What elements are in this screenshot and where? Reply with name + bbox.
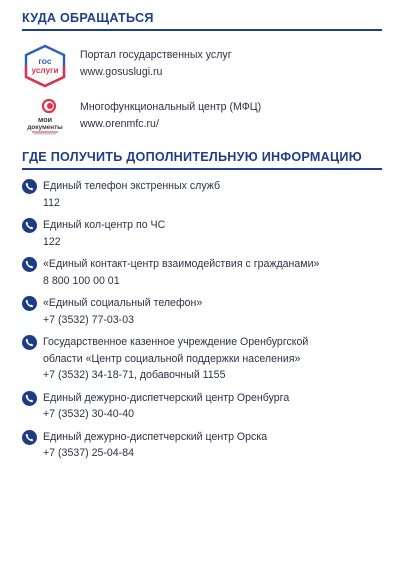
phone-icon [22,391,37,406]
contact-title-continued: области «Центр социальной поддержки населения» [43,352,301,365]
contact-item [22,429,384,462]
contact-title: «Единый социальный телефон» [43,297,203,309]
svg-text:мои: мои [37,115,53,124]
contact-text [43,256,319,289]
contact-list [22,178,384,468]
contact-phone[interactable]: +7 (3537) 25-04-84 [43,447,134,459]
contact-title: Единый дежурно-диспетчерский центр Орска [43,430,268,443]
svg-text:услуги: услуги [31,66,59,75]
section-title-where: КУДА ОБРАЩАТЬСЯ [22,11,154,25]
phone-icon [22,218,37,233]
contact-text [43,390,289,423]
phone-icon [22,335,37,350]
contact-item [22,295,384,328]
where-item-gosuslugi [22,44,382,84]
phone-icon [22,296,37,311]
contact-phone[interactable]: +7 (3532) 30-40-40 [43,408,134,420]
where-item-text [80,99,261,133]
contact-item [22,217,384,250]
gosuslugi-link[interactable]: www.gosuslugi.ru [80,66,163,78]
contact-phone[interactable]: +7 (3532) 34-18-71, добавочный 1155 [43,369,226,381]
phone-icon [22,179,37,194]
contact-text [43,217,165,250]
contact-text [43,334,308,384]
contact-item [22,256,384,289]
where-list [22,44,382,136]
where-item-text [80,47,232,81]
contact-phone[interactable]: 112 [43,196,60,209]
contact-text [43,429,267,462]
contact-item [22,390,384,423]
contact-title: Единый дежурно-диспетчерский центр Оренбурга [43,391,290,404]
section-divider-where [22,29,382,31]
mfc-logo [22,96,68,136]
phone-icon [22,257,37,272]
contact-title: Единый кол-центр по ЧС [43,219,166,231]
contact-title: «Единый контакт-центр взаимодействия с гражданами» [43,258,320,270]
where-item-mfc [22,96,382,136]
gosuslugi-name: Портал государственных услуг [80,49,232,61]
svg-text:документы: документы [27,124,63,131]
mfc-link[interactable]: www.orenmfc.ru/ [80,118,159,130]
gosuslugi-logo [22,44,68,84]
contact-text [43,178,220,211]
section-title-info: ГДЕ ПОЛУЧИТЬ ДОПОЛНИТЕЛЬНУЮ ИНФОРМАЦИЮ [22,150,362,164]
mfc-name: Многофункциональный центр (МФЦ) [80,101,262,113]
contact-title: Государственное казенное учреждение Оренбургской [43,336,309,348]
phone-icon [22,430,37,445]
svg-text:гос: гос [38,56,52,66]
contact-item [22,178,384,211]
contact-phone[interactable]: 122 [43,235,61,248]
contact-phone[interactable]: +7 (3532) 77-03-03 [43,313,134,326]
contact-item [22,334,384,384]
contact-title: Единый телефон экстренных служб [43,180,221,192]
contact-text [43,295,202,328]
contact-phone[interactable]: 8 800 100 00 01 [43,274,120,287]
section-divider-info [22,168,382,170]
